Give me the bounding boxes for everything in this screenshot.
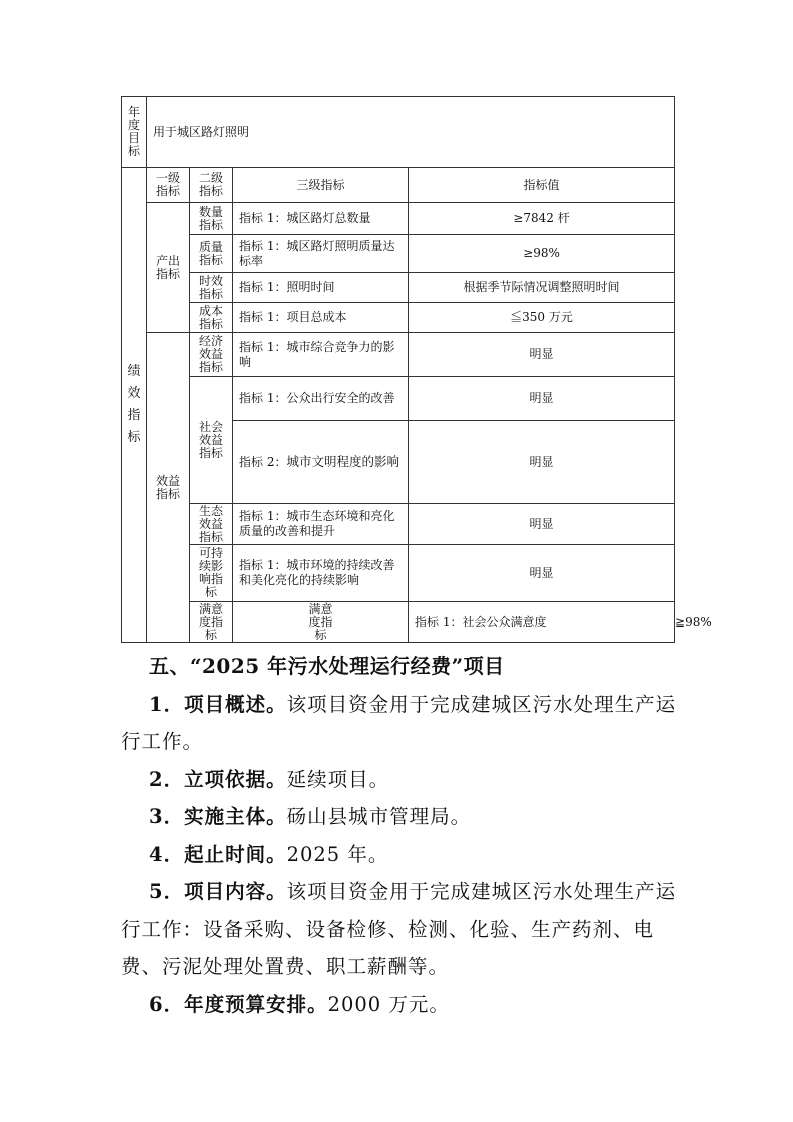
value-cell: ≦350 万元 [409,303,675,333]
header-level3: 三级指标 [233,168,409,203]
value-cell: 明显 [409,377,675,421]
item-paragraph: 5．项目内容。该项目资金用于完成建城区污水处理生产运行工作：设备采购、设备检修、检测、化验、生产药剂、电费、污泥处理处置费、职工薪酬等。 [121,880,677,978]
performance-table [121,96,712,643]
annual-goal-label-cell [122,97,147,168]
table-row [122,545,675,602]
benefit-label-cell [147,333,190,643]
output-label-cell [147,203,190,333]
value-cell: 明显 [409,504,675,545]
level3-cell: 指标 1：社会公众满意度 [409,602,675,643]
level2-cell: 数量指标 [190,203,233,235]
value-cell: ≥98% [409,235,675,273]
item-paragraph: 1．项目概述。该项目资金用于完成建城区污水处理生产运行工作。 [121,692,677,753]
table-row [122,235,675,273]
level2-cell: 可持续影响指标 [190,545,233,602]
annual-goal-row [122,97,675,168]
item-paragraph: 2．立项依据。延续项目。 [149,767,390,791]
header-level1: 一级指标 [147,168,190,203]
benefit-label: 效益指标 [155,473,180,501]
perf-label-cell [122,168,147,643]
level2-cell: 生态效益指标 [190,504,233,545]
level3-cell: 指标 1：城市环境的持续改善和美化亮化的持续影响 [233,545,409,602]
value-cell: 明显 [409,421,675,504]
table-row [122,333,675,377]
level2-cell: 经济效益指标 [190,333,233,377]
satisfaction-label-cell: 满意度指标 [190,602,233,643]
section-title: 五、“2025 年污水处理运行经费”项目 [149,654,505,678]
level2-cell: 时效指标 [190,273,233,303]
document-body [121,648,681,1023]
item-paragraph: 3．实施主体。砀山县城市管理局。 [149,805,472,828]
level2-cell: 成本指标 [190,303,233,333]
table-row [122,203,675,235]
table-row [122,377,675,421]
header-value: 指标值 [409,168,675,203]
level3-cell: 指标 1：照明时间 [233,273,409,303]
perf-label: 绩效指标 [127,364,141,445]
level3-cell: 指标 1：项目总成本 [233,303,409,333]
table-row [122,504,675,545]
social-label-cell: 社会效益指标 [190,377,233,504]
value-cell: ≥7842 杆 [409,203,675,235]
value-cell: 明显 [409,545,675,602]
level2-cell: 满意度指标 [233,602,409,643]
level3-cell: 指标 1：城市生态环境和亮化质量的改善和提升 [233,504,409,545]
value-cell: 明显 [409,333,675,377]
level3-cell: 指标 2：城市文明程度的影响 [233,421,409,504]
output-label: 产出指标 [155,253,180,281]
value-cell: 根据季节际情况调整照明时间 [409,273,675,303]
table-row [122,273,675,303]
table-row: 满意度指标 满意度指标 指标 1：社会公众满意度 ≧98% [122,602,675,643]
item-paragraph: 6．年度预算安排。2000 万元。 [149,992,450,1016]
level2-cell: 质量指标 [190,235,233,273]
level3-cell: 指标 1：城区路灯总数量 [233,203,409,235]
annual-goal-label: 年度目标 [127,105,140,158]
level3-cell: 指标 1：公众出行安全的改善 [233,377,409,421]
item-paragraph: 4．起止时间。2025 年。 [149,842,389,866]
header-row [122,168,675,203]
level3-cell: 指标 1：城市综合竞争力的影响 [233,333,409,377]
level3-cell: 指标 1：城区路灯照明质量达标率 [233,235,409,273]
header-level2: 二级指标 [190,168,233,203]
table-row [122,303,675,333]
annual-goal-text: 用于城区路灯照明 [147,97,675,168]
